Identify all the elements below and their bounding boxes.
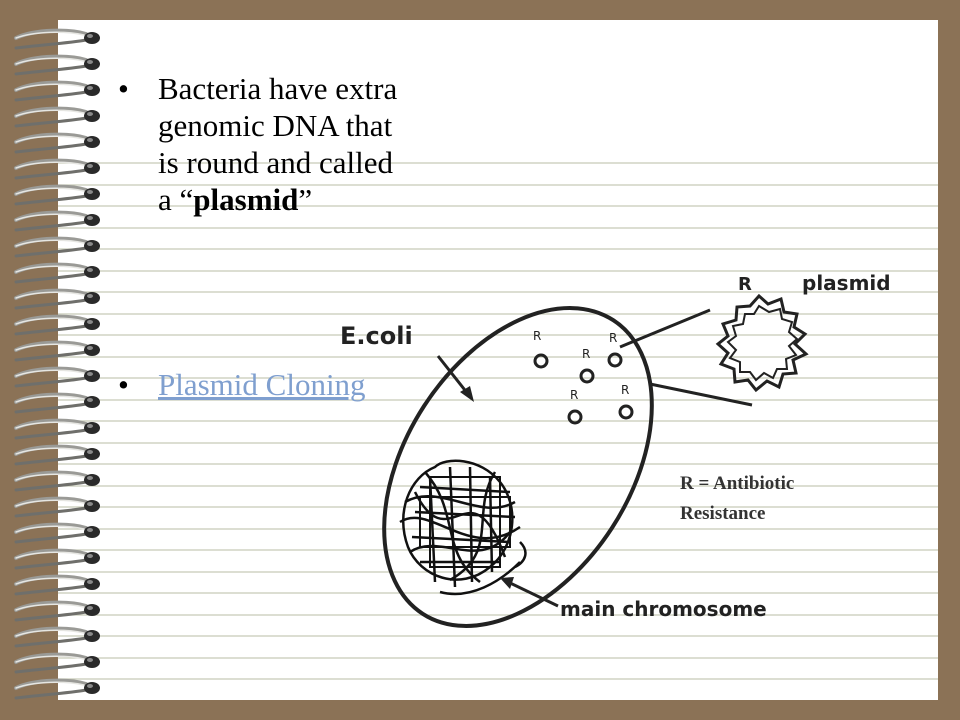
r-label: R <box>609 331 618 345</box>
plasmid-label: plasmid <box>802 271 891 295</box>
spiral-binding <box>0 0 120 720</box>
bullet-marker: • <box>118 71 129 106</box>
bullet-bold-term: plasmid <box>193 182 299 217</box>
main-chromosome <box>400 461 525 594</box>
small-plasmids <box>535 354 632 423</box>
bullet-text <box>158 70 408 218</box>
r-label: R <box>570 388 579 402</box>
bullet-marker: • <box>118 367 129 402</box>
r-label: R <box>621 383 630 397</box>
bullet-text-part: ” <box>298 182 313 217</box>
legend-line-2: Resistance <box>680 503 766 524</box>
r-label: R <box>533 329 542 343</box>
ecoli-plasmid-diagram <box>320 262 920 632</box>
ecoli-cell <box>329 262 707 632</box>
legend-line-1: R = Antibiotic <box>680 473 795 494</box>
chromosome-arrow-head <box>500 577 514 589</box>
plasmid-cloning-link[interactable]: Plasmid Cloning <box>158 367 366 402</box>
bullet-text-part: Bacteria have extra genomic DNA that is round and called a “ <box>158 71 398 217</box>
ecoli-label: E.coli <box>340 322 413 350</box>
ecoli-arrow <box>438 356 468 394</box>
r-label: R <box>582 347 591 361</box>
plasmid-r-label: R <box>738 274 752 295</box>
zoom-line-top <box>620 310 710 347</box>
zoom-line-bottom <box>650 384 752 405</box>
chromosome-label: main chromosome <box>560 597 767 621</box>
